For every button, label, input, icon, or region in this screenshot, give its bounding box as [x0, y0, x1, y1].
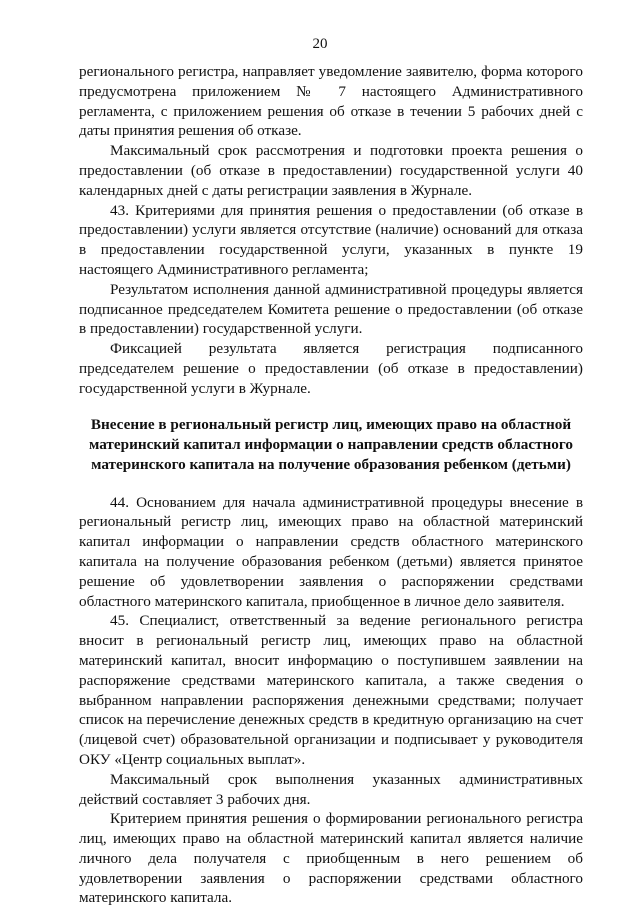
section-heading: Внесение в региональный регистр лиц, имеющих право на областной материнский капитал информации о направлении средств областного материнского капитала на получение образования ребенком (детьми)	[88, 415, 574, 473]
paragraph: Критерием принятия решения о формировании регионального регистра лиц, имеющих право на областной материнский капитал является наличие личного дела получателя с приобщенным в него решением об удовлетворении заявления о распоряжении средствами областного материнского капитала.	[79, 810, 583, 907]
page-number: 20	[312, 36, 328, 52]
paragraph: регионального регистра, направляет уведомление заявителю, форма которого предусмотрена приложением № 7 настоящего Административного регламента, с приложением решения об отказе в течении 5 рабочих дней с даты принятия решения об отказе.	[79, 63, 583, 140]
document-body	[79, 62, 583, 908]
paragraph: 44. Основанием для начала административной процедуры внесение в региональный регистр лиц, имеющих право на областной материнский капитал информации о направлении средств областного материнского капитала на получение образования ребенком (детьми) является принятое решение об удовлетворении заявления о распоряжении средствами областного материнского капитала, приобщенное в личное дело заявителя.	[79, 493, 583, 610]
paragraph: 43. Критериями для принятия решения о предоставлении (об отказе в предоставлении) услуги является отсутствие (наличие) оснований для отказа в предоставлении государственной услуги, указанных в пункте 19 настоящего Административного регламента;	[79, 201, 583, 278]
paragraph: Максимальный срок выполнения указанных административных действий составляет 3 рабочих дня.	[79, 770, 583, 808]
paragraph: 45. Специалист, ответственный за ведение регионального регистра вносит в региональный регистр лиц, имеющих право на областной материнский капитал, вносит информацию о поступившем заявлении на распоряжение средствами материнского капитала, а также сведения о выбранном направлении распоряжения денежными средствами; получает список на перечисление денежных средств в кредитную организацию на счет (лицевой счет) образовательной организации и подписывает у руководителя ОКУ «Центр социальных выплат».	[79, 612, 583, 768]
paragraph: Фиксацией результата является регистрация подписанного председателем решение о предоставлении (об отказе в предоставлении) государственной услуги в Журнале.	[79, 340, 583, 397]
paragraph: Максимальный срок рассмотрения и подготовки проекта решения о предоставлении (об отказе в предоставлении) государственной услуги 40 календарных дней с даты регистрации заявления в Журнале.	[79, 142, 583, 199]
paragraph: Результатом исполнения данной административной процедуры является подписанное председателем Комитета решение о предоставлении (об отказе в предоставлении) государственной услуги.	[79, 280, 583, 338]
